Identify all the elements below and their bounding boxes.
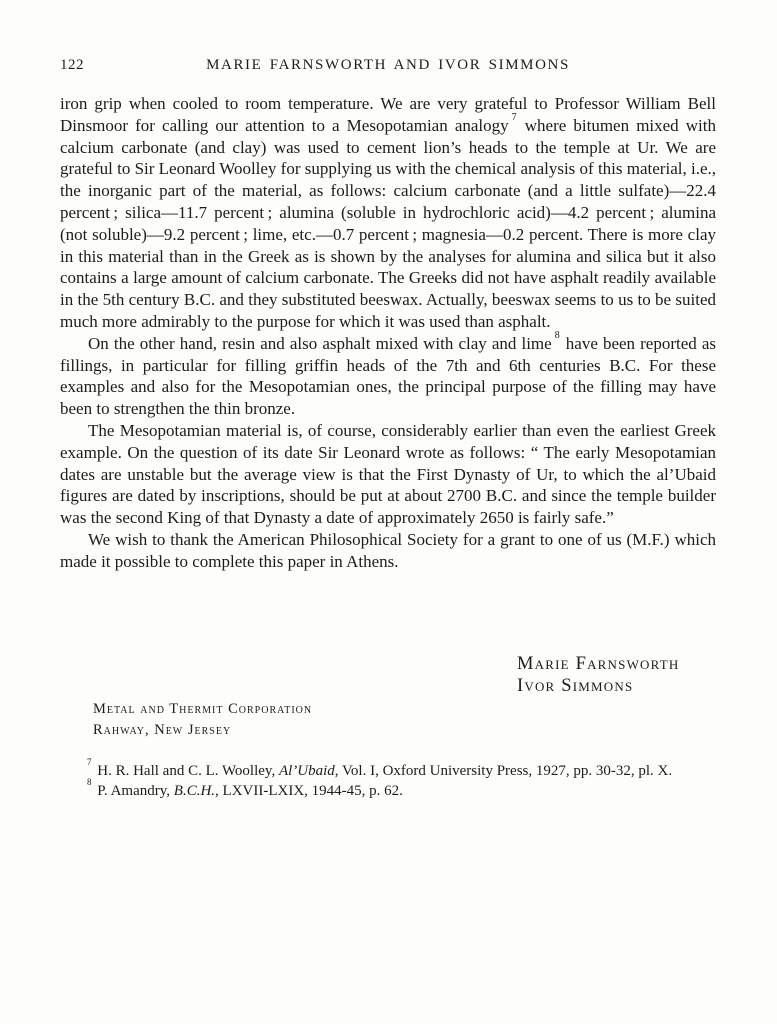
footnote-text: , LXVII-LXIX, 1944-45, p. 62. <box>215 783 403 799</box>
footnote-7 <box>55 756 716 781</box>
affiliation-institution: Metal and Thermit Corporation <box>93 701 313 717</box>
author-affiliation <box>93 699 312 740</box>
running-title: MARIE FARNSWORTH AND IVOR SIMMONS <box>206 57 570 73</box>
paragraph-1 <box>60 93 716 333</box>
footnote-number-7: 7 <box>87 756 92 767</box>
footnote-ref-7: 7 <box>511 111 517 123</box>
author-signature-1: Marie Farnsworth <box>517 654 680 674</box>
affiliation-location: Rahway, New Jersey <box>93 721 232 738</box>
footnote-work-title: Al’Ubaid <box>278 763 335 779</box>
footnote-journal-title: B.C.H. <box>173 783 216 799</box>
footnote-text: H. R. Hall and C. L. Woolley, <box>93 763 279 779</box>
paragraph-2 <box>60 329 717 420</box>
paragraph-4: We wish to thank the American Philosophical Society for a grant to one of us (M.F.) which made it possible to complete this paper in Athens. <box>60 529 716 571</box>
footnote-number-8: 8 <box>87 776 92 787</box>
page-header <box>60 57 716 74</box>
footnote-text: , Vol. I, Oxford University Press, 1927, pp. 30-32, pl. X. <box>334 763 673 779</box>
page-number: 122 <box>60 57 84 73</box>
footnote-text: P. Amandry, <box>93 783 174 799</box>
paragraph-3: The Mesopotamian material is, of course, considerably earlier than even the earliest Greek example. On the question of its date Sir Leonard wrote as follows: “ The early Mesopotamian dates are unstable but the average view is that the First Dynasty of Ur, to which the al’Ubaid figures are dated by inscriptions, should be put at about 2700 B.C. and since the temple builder was the second King of that Dynasty a date of approximately 2650 is fairly safe.” <box>60 420 716 528</box>
footnotes-section <box>55 756 716 801</box>
paragraph-text: iron grip when cooled to room temperature. We are very grateful to Professor William Bell Dinsmoor for calling our attention to a Mesopotamian analogy <box>60 94 716 135</box>
paragraph-text: On the other hand, resin and also asphalt mixed with clay and lime <box>88 333 552 353</box>
author-signature-2: Ivor Simmons <box>517 676 634 696</box>
article-body <box>60 93 716 573</box>
footnote-ref-8: 8 <box>554 329 560 341</box>
footnote-8 <box>55 776 716 801</box>
author-signatures <box>517 653 679 697</box>
paragraph-text: have been reported as fillings, in particular for filling griffin heads of the 7th and 6th centuries B.C. For these examples and also for the Mesopotamian ones, the principal purpose of the filling may have been to strengthen the thin bronze. <box>60 333 717 419</box>
paragraph-text: where bitumen mixed with calcium carbonate (and clay) was used to cement lion’s heads to the temple at Ur. We are grateful to Sir Leonard Woolley for supplying us with the chemical analysis of this material, i.e., the inorganic part of the material, as follows: calcium carbonate (and a little sulfate)—22.4 percent ; silica—11.7 percent ; alumina (soluble in hydrochloric acid)—4.2 percent ; alumina (not soluble)—9.2 percent ; lime, etc.—0.7 percent ; magnesia—0.2 percent. There is more clay in this material than in the Greek as is shown by the analyses for alumina and silica but it also contains a large amount of calcium carbonate. The Greeks did not have asphalt readily available in the 5th century B.C. and they substituted beeswax. Actually, beeswax seems to us to be suited much more admirably to the purpose for which it was used than asphalt. <box>60 115 717 331</box>
